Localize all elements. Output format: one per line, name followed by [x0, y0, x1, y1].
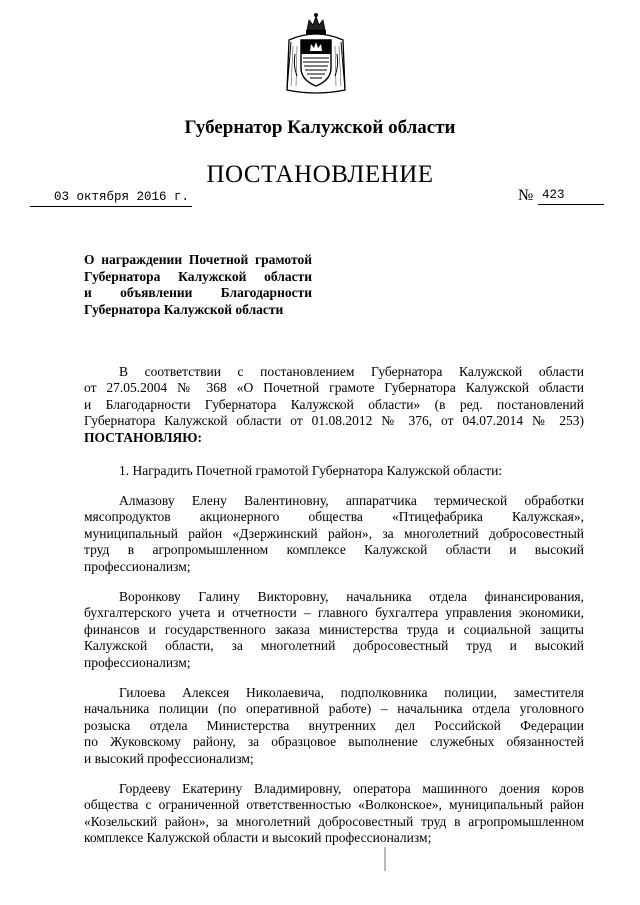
awardee-paragraph: [84, 589, 584, 671]
awardee-line: финансов и государственного заказа министерства труда и социальной защиты: [84, 621, 584, 637]
number-value: 423: [538, 186, 604, 205]
awardee-line: Калужской области, за многолетний добросовестный труд и высокий: [84, 638, 584, 654]
preamble-paragraph: [84, 364, 584, 446]
awardee-line: бухгалтерского учета и отчетности – главного бухгалтера управления экономики,: [84, 605, 584, 621]
document-date: 03 октября 2016 г.: [30, 188, 192, 207]
preamble-line: В соответствии с постановлением Губернатора Калужской области: [119, 364, 584, 379]
preamble-line: от 27.05.2004 № 368 «О Почетной грамоте Губернатора Калужской области: [84, 380, 584, 396]
number-sign: №: [518, 187, 534, 204]
awardee-line: профессионализм;: [84, 558, 191, 574]
subject-line: Губернатора Калужской области: [84, 301, 284, 317]
awardee-line: по Жуковскому району, за образцовое выполнение служебных обязанностей: [84, 734, 584, 750]
awardee-line: общества с ограниченной ответственностью «Волконское», муниципальный район: [84, 797, 584, 813]
awardee-paragraph: [84, 493, 584, 575]
awardee-line: Гордееву Екатерину Владимировну, оператора машинного доения коров: [119, 781, 584, 796]
awardee-paragraph: [84, 685, 584, 767]
document-type-title: ПОСТАНОВЛЕНИЕ: [206, 161, 434, 188]
subject-line: Губернатора Калужской области: [84, 268, 312, 284]
item-1-text: 1. Наградить Почетной грамотой Губернатора Калужской области:: [119, 463, 503, 478]
preamble-line: Губернатора Калужской области от 01.08.2012 № 376, от 04.07.2014 № 253): [84, 413, 584, 429]
subject-line: и объявлении Благодарности: [84, 285, 312, 300]
awardee-line: розыска отдела Министерства внутренних дел Российской Федерации: [84, 717, 584, 733]
subject-line: О награждении Почетной грамотой: [84, 252, 312, 267]
awardee-line: профессионализм;: [84, 654, 191, 670]
kaluga-coat-of-arms-icon: [283, 10, 349, 96]
document-number: [518, 186, 604, 206]
awardee-line: труд в агропромышленном комплексе Калужской области и высокий: [84, 542, 584, 558]
awardee-line: и высокий профессионализм;: [84, 750, 254, 766]
preamble-line: и Благодарности Губернатора Калужской области» (в ред. постановлений: [84, 396, 584, 412]
awardee-line: «Козельский район», за многолетний добросовестный труд в агропромышленном: [84, 813, 584, 829]
item-1-heading: [84, 463, 584, 479]
awardee-line: комплексе Калужской области и высокий профессионализм;: [84, 830, 432, 846]
awardee-paragraph: [84, 781, 584, 847]
awardee-line: Алмазову Елену Валентиновну, аппаратчика термической обработки: [119, 493, 584, 508]
awardee-line: Воронкову Галину Викторовну, начальника отдела финансирования,: [119, 589, 584, 604]
scan-artifact: [384, 847, 386, 871]
awardee-line: мясопродуктов акционерного общества «Птицефабрика Калужская»,: [84, 509, 584, 525]
awardee-line: муниципальный район «Дзержинский район», за многолетний добросовестный: [84, 525, 584, 541]
issuer-title: Губернатор Калужской области: [184, 117, 456, 138]
awardee-line: Гилоева Алексея Николаевича, подполковника полиции, заместителя: [119, 685, 584, 700]
document-subject: [84, 252, 312, 318]
decree-word: ПОСТАНОВЛЯЮ:: [84, 429, 202, 445]
awardee-line: начальника полиции (по оперативной работе) – начальника отдела уголовного: [84, 701, 584, 717]
